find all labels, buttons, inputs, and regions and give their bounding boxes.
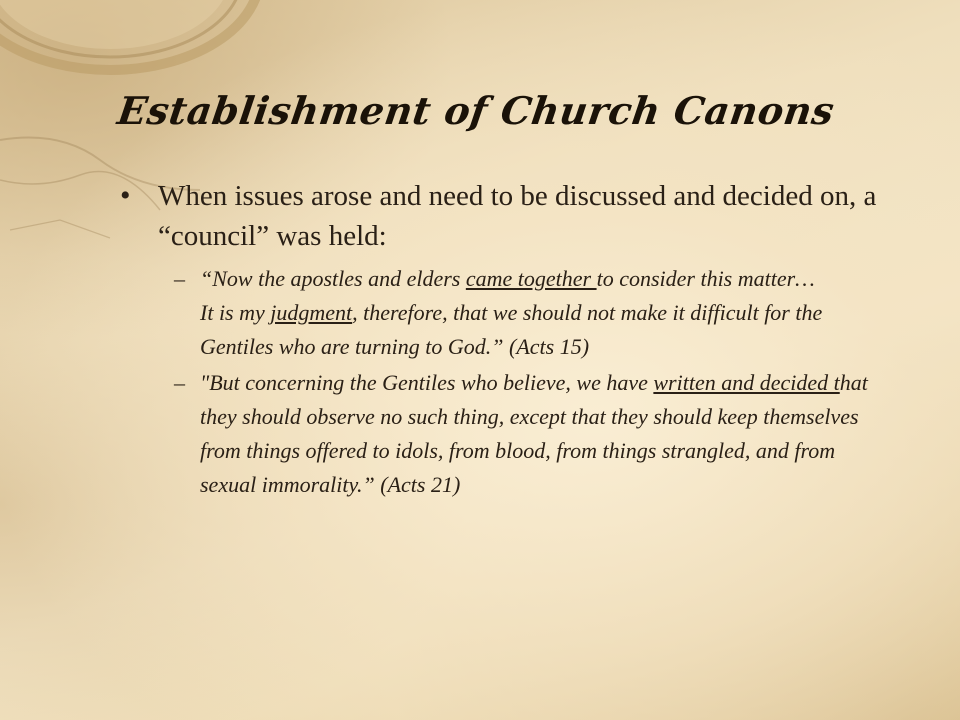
quote-text: hat they should observe no such thing, except that they should keep themselves from things offered to idols, from blood, from things strangled, and from sexual immorality.” (Acts 21) [200,370,868,497]
bullet-text: When issues arose and need to be discussed and decided on, a “council” was held: [158,180,877,252]
underlined-phrase: written and decided t [653,370,840,395]
dash-icon: – [174,370,185,395]
quote-text: , therefore, that we should not make it difficult for the Gentiles who are turning to God.” (Acts 15) [200,300,823,359]
quote-text: to consider this matter… [596,266,815,291]
underlined-phrase: came together [465,266,597,291]
bullet-dot-icon: • [120,179,131,212]
quote-text: “Now the apostles and elders [200,266,466,291]
compass-decoration-icon [0,0,260,80]
quote-acts-15 [200,262,868,364]
dash-icon: – [174,266,185,291]
underlined-phrase: judgment [270,300,353,325]
slide-content [118,176,888,504]
slide-title: Establishment of Church Canons [114,88,838,133]
sub-bullet-acts-15 [174,262,888,364]
quote-text: It is my [200,300,271,325]
quote-acts-21 [200,366,868,502]
sub-bullet-list [118,262,888,502]
sub-bullet-acts-21 [174,366,888,502]
main-bullet [118,176,888,256]
quote-text: "But concerning the Gentiles who believe, we have [200,370,654,395]
